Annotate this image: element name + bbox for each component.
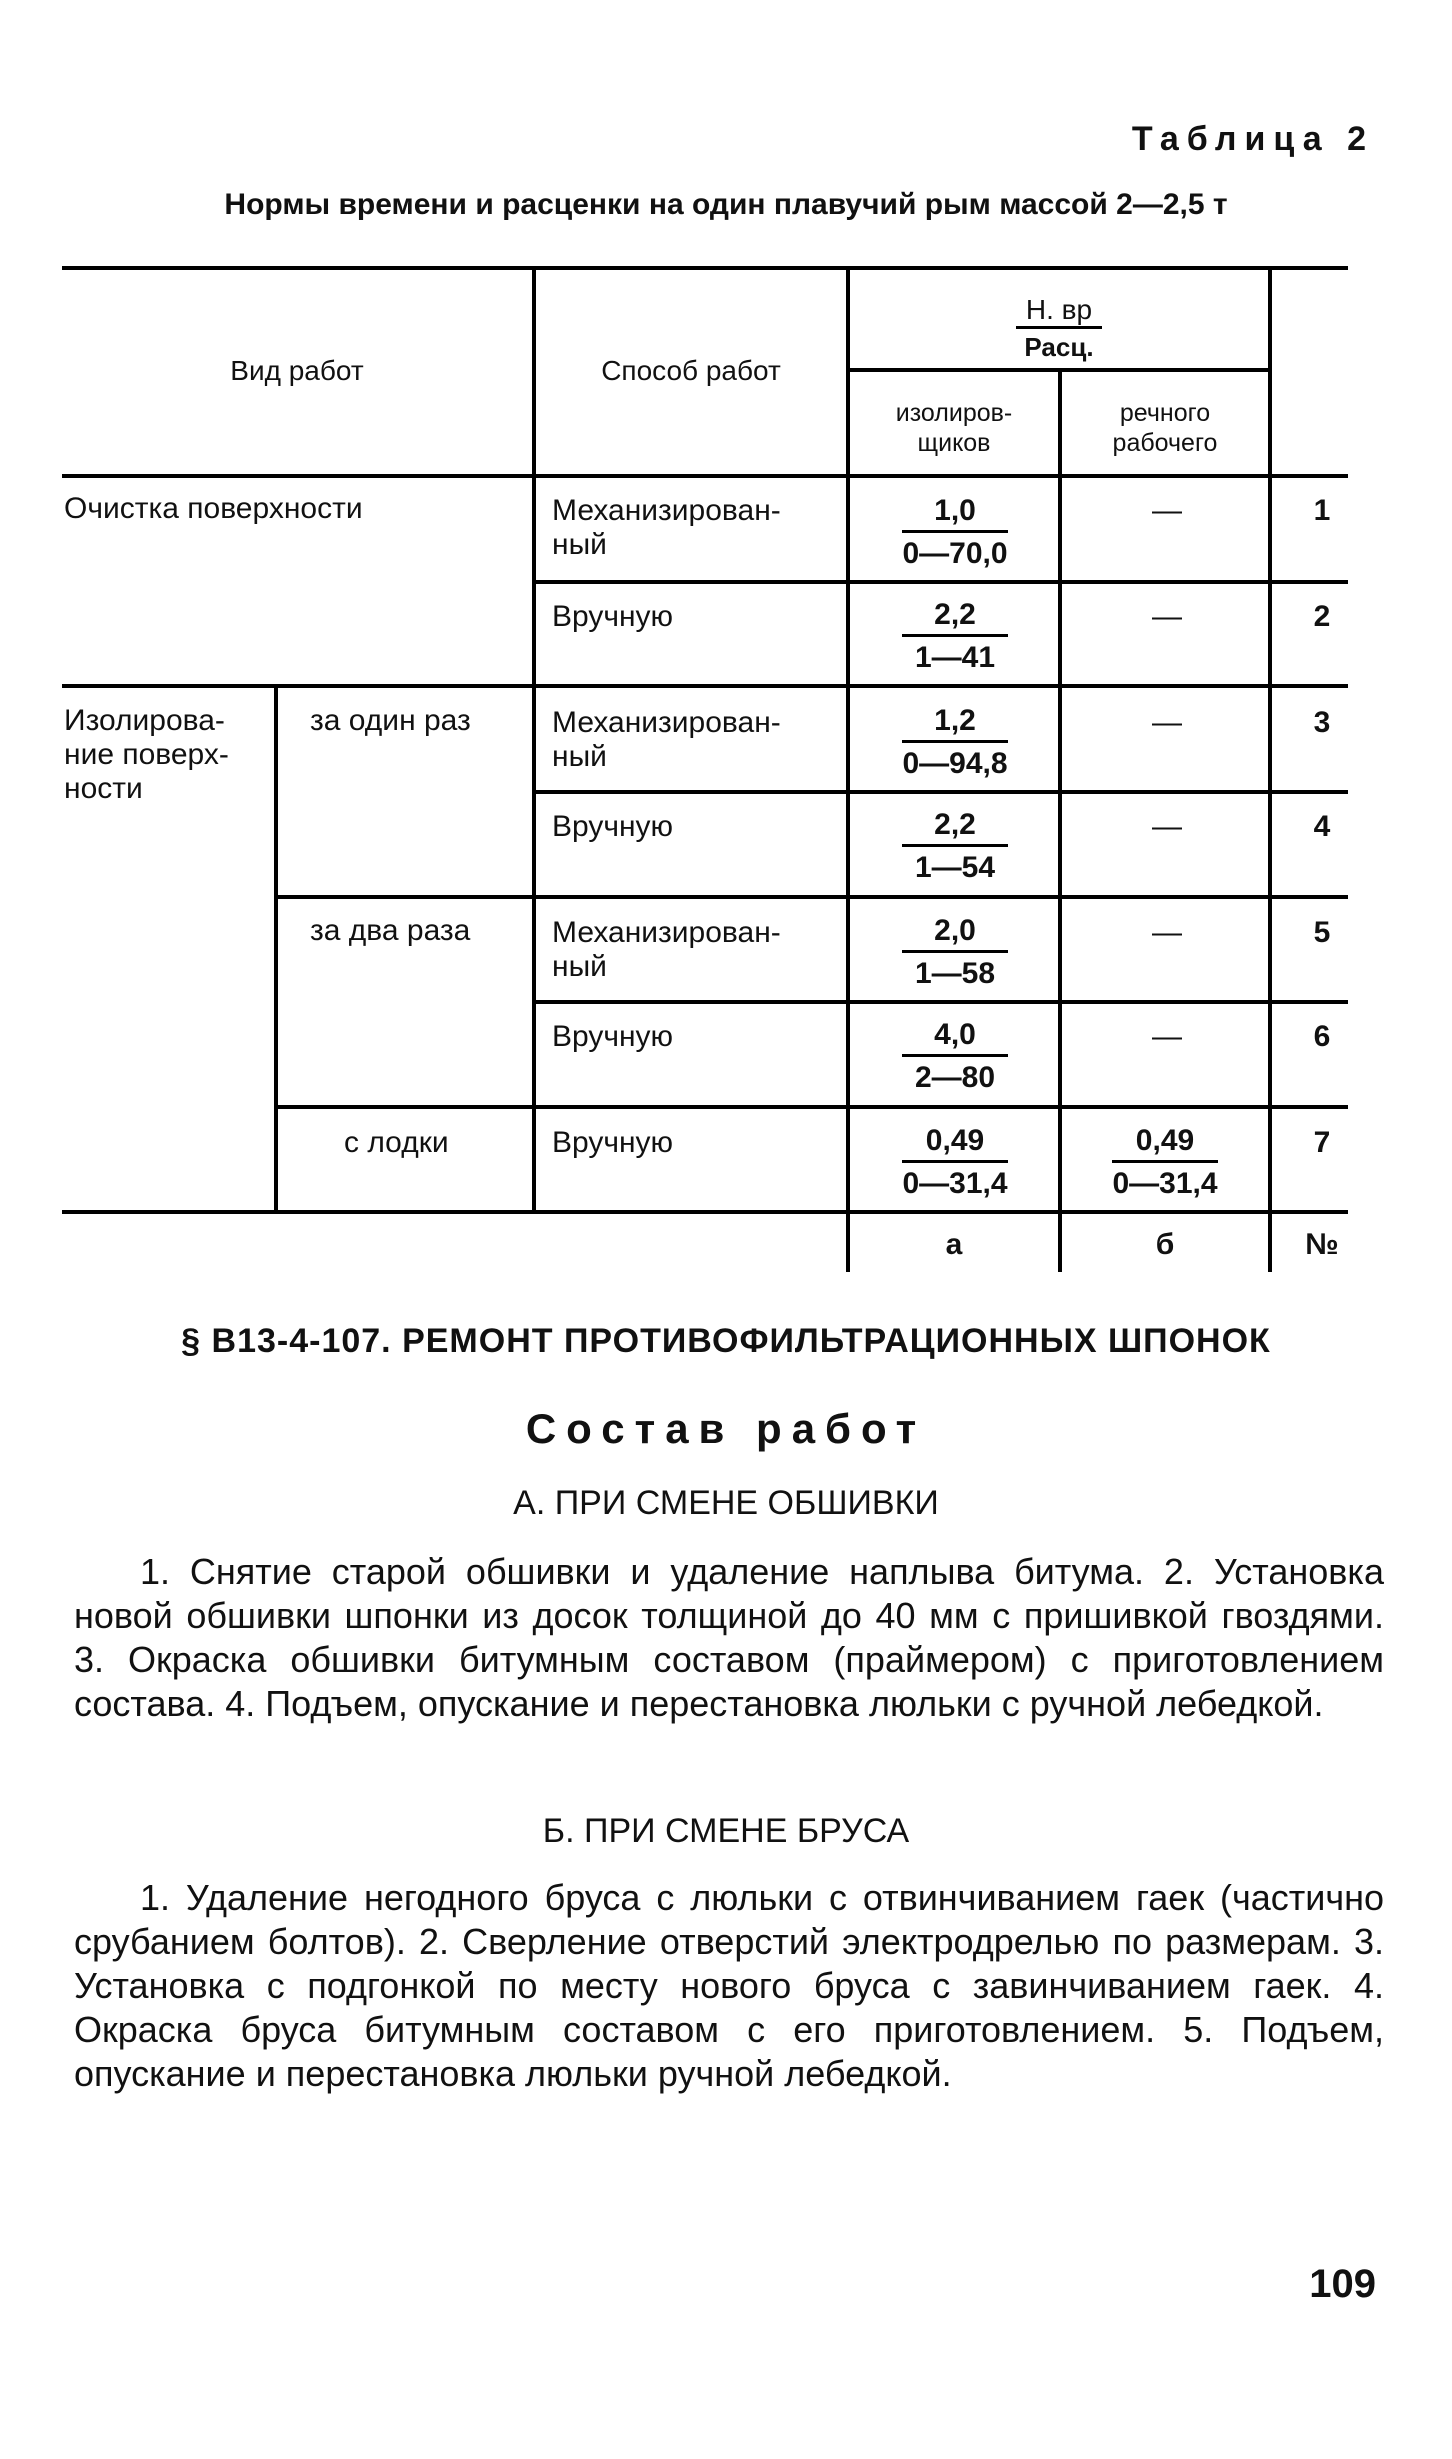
row-rule	[274, 895, 1348, 899]
row-rule	[532, 1000, 1348, 1004]
row-number: 7	[1313, 1126, 1331, 1159]
rate-fraction	[850, 1122, 1060, 1203]
header-col-b: речного рабочего	[1112, 399, 1218, 457]
price-rate: 1—41	[914, 641, 996, 674]
price-rate: 0—31,4	[1112, 1167, 1218, 1200]
time-norm: 0,49	[925, 1124, 985, 1157]
part-a-title: А. ПРИ СМЕНЕ ОБШИВКИ	[513, 1484, 939, 1522]
row-rule	[532, 790, 1348, 794]
rate-fraction	[850, 912, 1060, 993]
table-label: Таблица 2	[1131, 120, 1374, 158]
header-method: Способ работ	[601, 355, 781, 386]
method-cell: Вручную	[552, 1126, 674, 1159]
col-rule	[274, 684, 278, 1212]
row-number: 3	[1313, 706, 1331, 739]
header-norm-bottom: Расц.	[1024, 332, 1094, 362]
rate-fraction	[1060, 1122, 1270, 1203]
empty-dash: —	[1152, 916, 1182, 949]
row-number: 1	[1313, 494, 1331, 527]
group-insulation: Изолирова- ние поверх- ности	[64, 704, 229, 805]
part-b-title: Б. ПРИ СМЕНЕ БРУСА	[542, 1812, 910, 1850]
method-cell: Вручную	[552, 1020, 674, 1053]
method-cell: Вручную	[552, 600, 674, 633]
method-cell: Механизирован- ный	[552, 706, 781, 773]
row-number: 2	[1313, 600, 1331, 633]
rate-fraction	[850, 596, 1060, 677]
time-norm: 4,0	[934, 1018, 976, 1051]
footer-col-b: б	[1155, 1228, 1175, 1261]
price-rate: 2—80	[914, 1061, 996, 1094]
header-bottom-rule	[62, 474, 1348, 478]
table-title: Нормы времени и расценки на один плавучий рым массой 2—2,5 т	[224, 188, 1228, 221]
time-norm: 1,2	[934, 704, 976, 737]
header-norm-top-text: Н. вр	[1016, 294, 1102, 329]
method-cell: Механизирован- ный	[552, 916, 781, 983]
col-rule	[532, 266, 536, 1212]
part-a-text: 1. Снятие старой обшивки и удаление наплыва битума. 2. Установка новой обшивки шпонки из досок толщиной до 40 мм с пришивкой гвоздями. 3. Окраска обшивки битумным составом (праймером) с приготовлением состава. 4. Подъем, опускание и перестановка люльки с ручной лебедкой.	[74, 1551, 1384, 1724]
row-number: 4	[1313, 810, 1331, 843]
part-b-text: 1. Удаление негодного бруса с люльки с отвинчиванием гаек (частично срубанием болтов). 2. Сверление отверстий электродрелью по размерам. 3. Установка с подгонкой по месту нового бруса с завинчиванием гаек. 4. Окраска бруса битумным составом с его приготовлением. 5. Подъем, опускание и перестановка люльки ручной лебедкой.	[74, 1877, 1384, 2094]
empty-dash: —	[1152, 706, 1182, 739]
price-rate: 0—31,4	[902, 1167, 1008, 1200]
row-number: 6	[1313, 1020, 1331, 1053]
empty-dash: —	[1152, 1020, 1182, 1053]
group-twice: за два раза	[310, 914, 471, 947]
rate-fraction	[850, 702, 1060, 783]
price-rate: 0—70,0	[902, 537, 1008, 570]
header-work-type: Вид работ	[230, 355, 364, 386]
row-rule	[62, 684, 1348, 688]
rate-fraction	[850, 492, 1060, 573]
time-norm: 2,0	[934, 914, 976, 947]
row-rule	[532, 580, 1348, 584]
price-rate: 1—54	[914, 851, 996, 884]
method-cell: Механизирован- ный	[552, 494, 781, 561]
rate-fraction	[850, 1016, 1060, 1097]
time-norm: 0,49	[1135, 1124, 1195, 1157]
time-norm: 2,2	[934, 808, 976, 841]
header-col-a: изолиров- щиков	[895, 399, 1013, 457]
group-cleaning: Очистка поверхности	[64, 492, 363, 525]
rate-fraction	[850, 806, 1060, 887]
section-title: § В13-4-107. РЕМОНТ ПРОТИВОФИЛЬТРАЦИОННЫХ ШПОНОК	[181, 1322, 1271, 1360]
method-cell: Вручную	[552, 810, 674, 843]
table-top-rule	[62, 266, 1348, 270]
time-norm: 2,2	[934, 598, 976, 631]
price-rate: 1—58	[914, 957, 996, 990]
group-once: за один раз	[310, 704, 471, 737]
header-norm-top	[850, 294, 1268, 329]
empty-dash: —	[1152, 810, 1182, 843]
composition-title: Состав работ	[525, 1405, 927, 1452]
row-rule	[274, 1105, 1348, 1109]
row-number: 5	[1313, 916, 1331, 949]
group-boat: с лодки	[344, 1126, 449, 1159]
empty-dash: —	[1152, 600, 1182, 633]
time-norm: 1,0	[934, 494, 976, 527]
footer-col-a: а	[945, 1228, 963, 1261]
table-bottom-rule	[62, 1210, 1348, 1214]
footer-col-no: №	[1305, 1228, 1339, 1261]
page-number: 109	[1309, 2262, 1376, 2306]
price-rate: 0—94,8	[902, 747, 1008, 780]
empty-dash: —	[1152, 494, 1182, 527]
